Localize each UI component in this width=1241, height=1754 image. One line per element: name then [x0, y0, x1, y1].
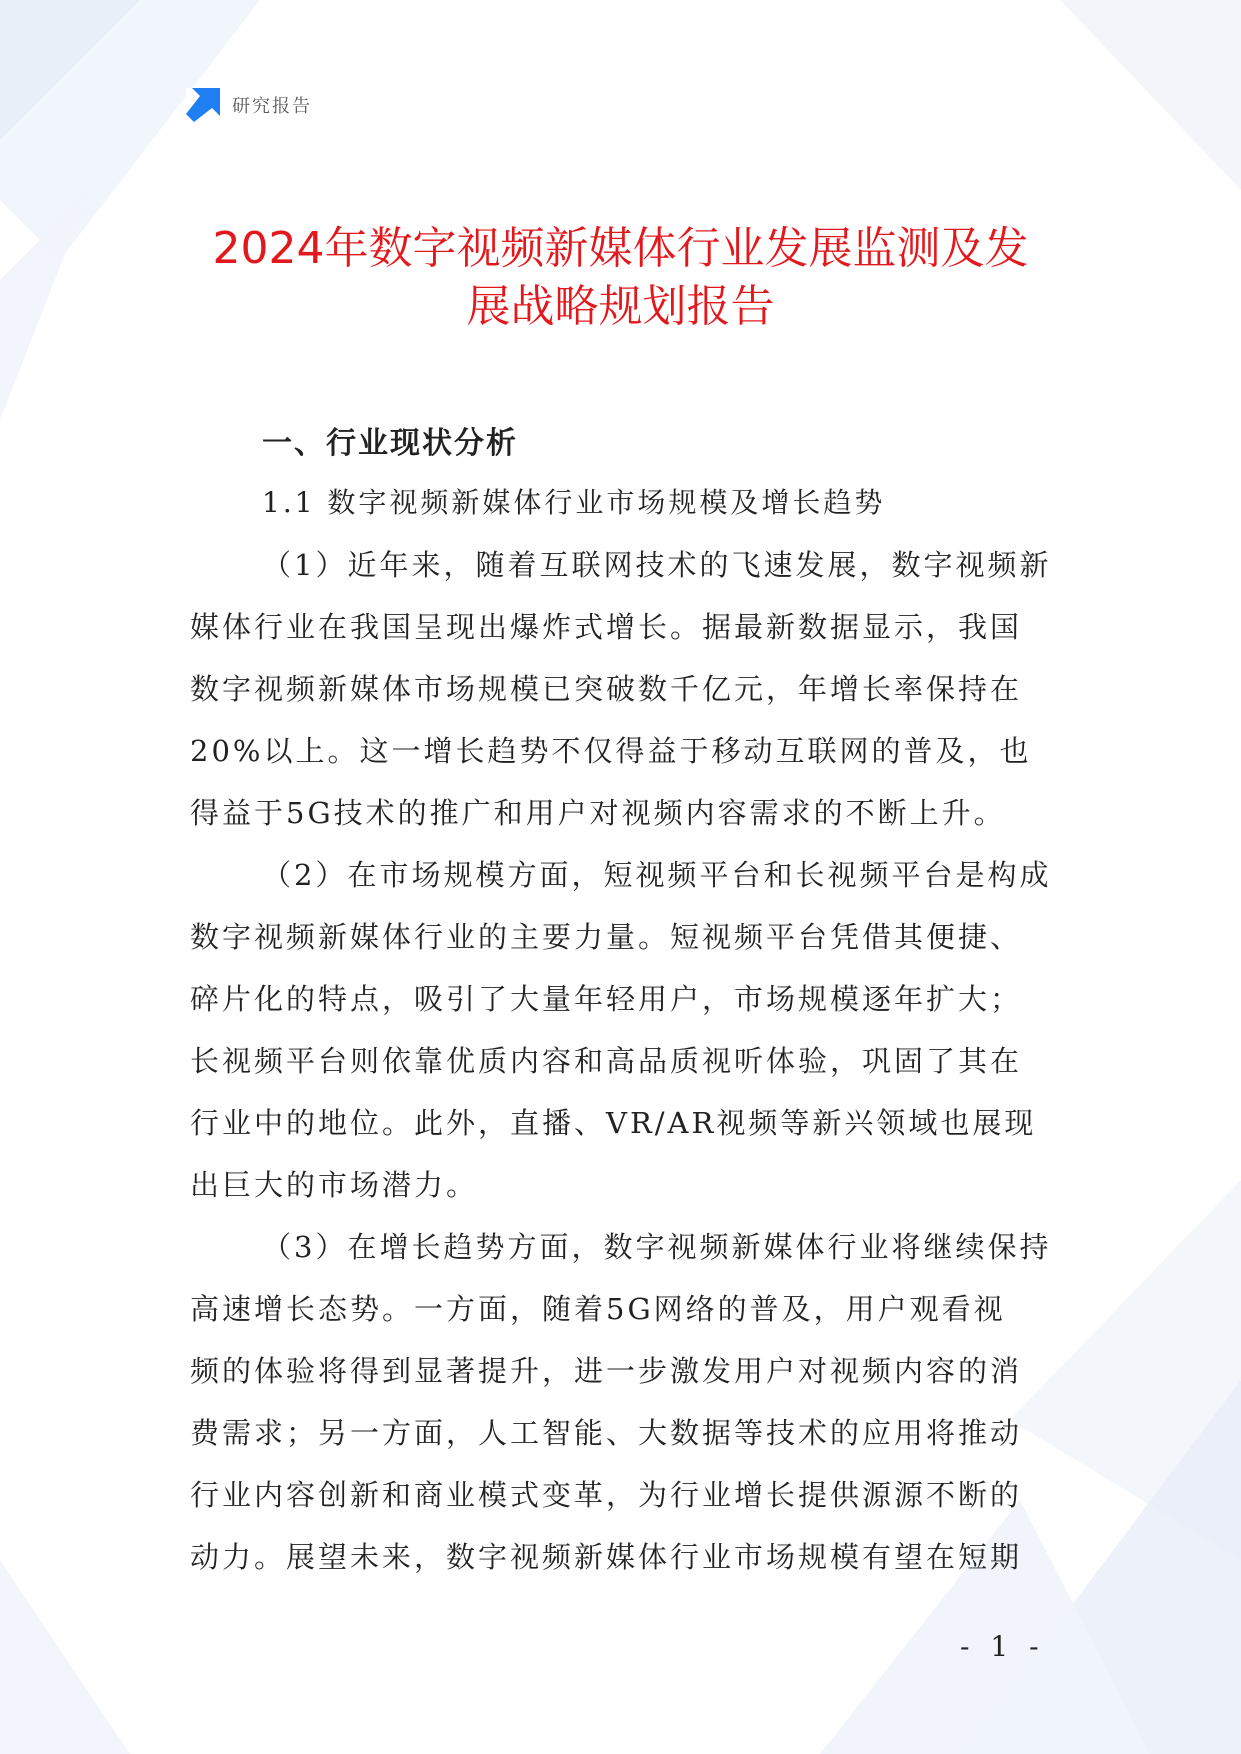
page-number: - 1 - [960, 1630, 1045, 1663]
paragraph-line: 数字视频新媒体市场规模已突破数千亿元，年增长率保持在 [190, 672, 1023, 706]
paragraph-line: 媒体行业在我国呈现出爆炸式增长。据最新数据显示，我国 [190, 610, 1023, 644]
report-title [150, 220, 1091, 336]
paragraph-line: 频的体验将得到显著提升，进一步激发用户对视频内容的消 [190, 1354, 1023, 1388]
arrow-up-right-icon [186, 88, 220, 122]
section-heading: 一、行业现状分析 [262, 426, 518, 461]
title-line-1: 2024年数字视频新媒体行业发展监测及发 [212, 223, 1029, 274]
paragraph-line: 行业中的地位。此外，直播、VR/AR视频等新兴领域也展现 [190, 1106, 1037, 1140]
paragraph-line: 数字视频新媒体行业的主要力量。短视频平台凭借其便捷、 [190, 920, 1023, 954]
paragraph-line: 行业内容创新和商业模式变革，为行业增长提供源源不断的 [190, 1478, 1023, 1512]
paragraph-line: （2）在市场规模方面，短视频平台和长视频平台是构成 [262, 858, 1052, 892]
brand-header [186, 88, 312, 122]
paragraph-line: （3）在增长趋势方面，数字视频新媒体行业将继续保持 [262, 1230, 1052, 1264]
title-line-2: 展战略规划报告 [466, 281, 775, 332]
paragraph-line: 费需求；另一方面，人工智能、大数据等技术的应用将推动 [190, 1416, 1023, 1450]
paragraph-line: 长视频平台则依靠优质内容和高品质视听体验，巩固了其在 [190, 1044, 1023, 1078]
paragraph-line: 高速增长态势。一方面，随着5G网络的普及，用户观看视 [190, 1292, 1006, 1326]
brand-label: 研究报告 [232, 96, 312, 117]
subsection-heading: 1.1 数字视频新媒体行业市场规模及增长趋势 [262, 486, 886, 519]
paragraph-1 [190, 534, 1052, 844]
paragraph-line: （1）近年来，随着互联网技术的飞速发展，数字视频新 [262, 548, 1052, 582]
paragraph-line: 得益于5G技术的推广和用户对视频内容需求的不断上升。 [190, 796, 1006, 830]
paragraph-2 [190, 844, 1052, 1216]
paragraph-line: 动力。展望未来，数字视频新媒体行业市场规模有望在短期 [190, 1540, 1023, 1574]
paragraph-line: 碎片化的特点，吸引了大量年轻用户，市场规模逐年扩大； [190, 982, 1023, 1016]
paragraph-line: 出巨大的市场潜力。 [190, 1168, 479, 1202]
paragraph-line: 20%以上。这一增长趋势不仅得益于移动互联网的普及，也 [190, 734, 1032, 768]
paragraph-3 [190, 1216, 1052, 1588]
